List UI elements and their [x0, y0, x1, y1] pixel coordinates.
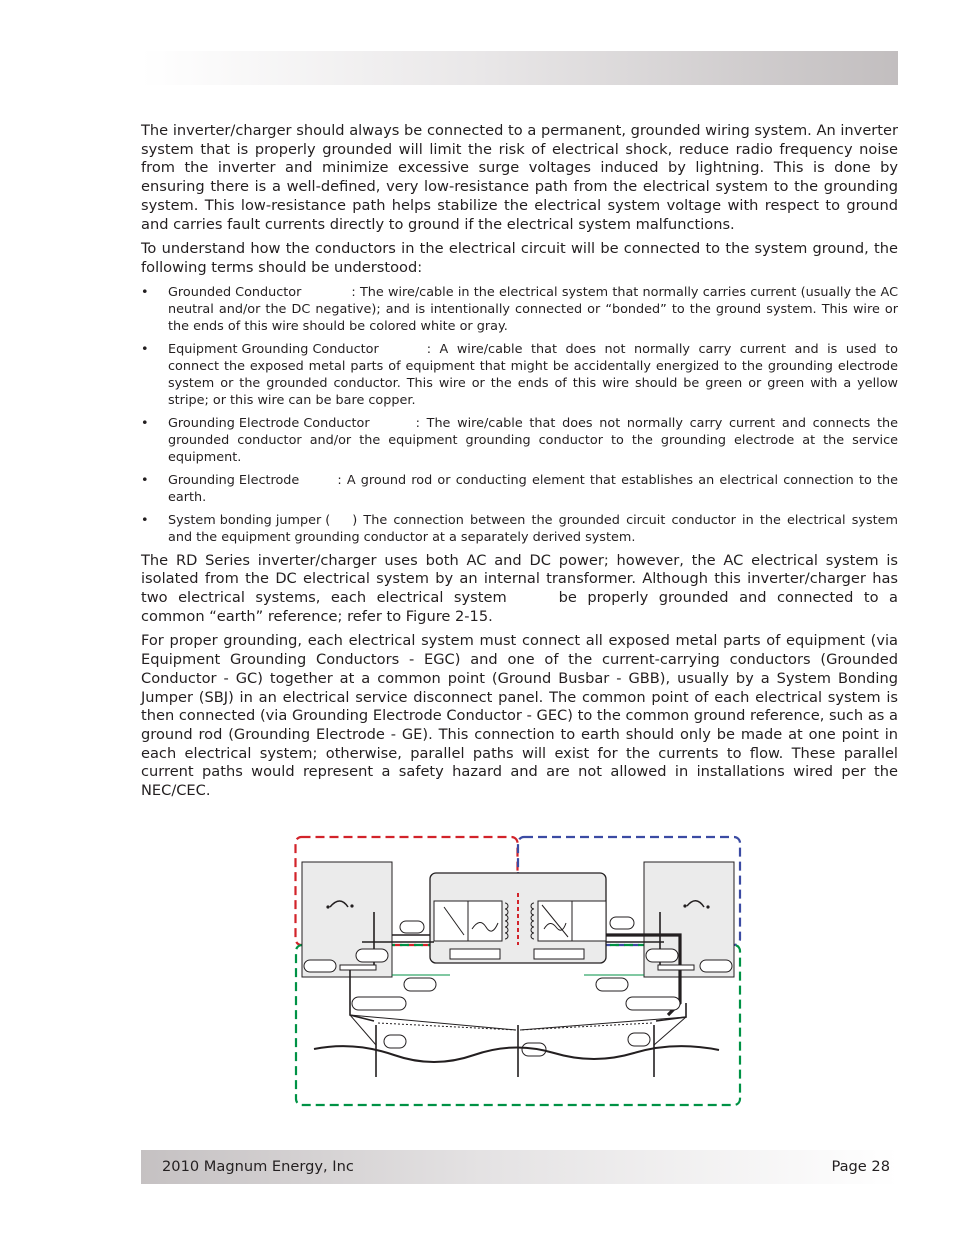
bullet-icon: •: [141, 284, 149, 300]
list-item: [141, 472, 898, 506]
footer-band: [141, 1150, 898, 1184]
term-label: Grounding Electrode Conductor: [168, 415, 370, 431]
bullet-icon: •: [141, 512, 149, 528]
grounding-diagram: [294, 835, 744, 1110]
term-label: Grounded Conductor: [168, 284, 302, 300]
bullet-icon: •: [141, 415, 149, 431]
list-item: [141, 512, 898, 546]
term-definition: : A ground rod or conducting element that establishes an electrical connection to the earth.: [168, 472, 898, 505]
list-item: [141, 284, 898, 335]
label-oval: [404, 978, 436, 991]
term-definition: : A wire/cable that does not normally carry current and is used to connect the exposed metal parts of equipment that might be accidentally energized to the grounding electrode system or the grounded conductor. This wire or the ends of this wire should be green or green with a yellow stripe; or this wire can be bare copper.: [168, 341, 898, 408]
paragraph-grounding-intro: The inverter/charger should always be connected to a permanent, grounded wiring system. An inverter system that is properly grounded will limit the risk of electrical shock, reduce radio frequency noise from the inverter and minimize excessive surge voltages induced by lightning. This is done by ensuring there is a well-defined, very low-resistance path from the electrical system to the grounding system. This low-resistance path helps stabilize the electrical system voltage with respect to ground and carries fault currents directly to ground if the electrical system malfunctions.: [141, 122, 898, 233]
term-label: System bonding jumper (: [168, 512, 331, 528]
paragraph-terms-intro: To understand how the conductors in the electrical circuit will be connected to the system ground, the following terms should be understood:: [141, 240, 898, 276]
inverter-ground-tab-left: [450, 949, 500, 959]
paragraph-two-systems-b: be properly grounded and connected to a common “earth” reference; refer to Figure 2-15.: [141, 589, 899, 625]
footer-page-number: Page 28: [831, 1158, 890, 1175]
inverter-ground-tab-right: [534, 949, 584, 959]
bullet-icon: •: [141, 472, 149, 488]
label-oval: [356, 949, 388, 962]
label-oval: [700, 960, 732, 972]
label-oval: [384, 1035, 406, 1048]
term-label: Equipment Grounding Conductor: [168, 341, 379, 357]
paragraph-proper-grounding: For proper grounding, each electrical system must connect all exposed metal parts of equipment (via Equipment Grounding Conductors - EGC) and one of the current-carrying conductors (Grounded Conductor - GC) together at a common point (Ground Busbar - GBB), usually by a System Bonding Jumper (SBJ) in an electrical service disconnect panel. The common point of each electrical system is then connected (via Grounding Electrode Conductor - GEC) to the common ground reference, such as a ground rod (Grounding Electrode - GE). This connection to earth should only be made at one point in each electrical system; otherwise, parallel paths will exist for the currents to flow. These parallel current paths would represent a safety hazard and are not allowed in installations wired per the NEC/CEC.: [141, 632, 898, 800]
page-content: [141, 122, 898, 807]
label-oval: [628, 1033, 650, 1046]
term-definition: ) The connection between the grounded circuit conductor in the electrical system and the equipment grounding conductor at a separately derived system.: [168, 512, 898, 545]
dc-ground-busbar: [658, 965, 694, 970]
paragraph-two-systems: [141, 552, 898, 627]
header-band: [141, 51, 898, 85]
term-definition: : The wire/cable in the electrical system that normally carries current (usually the AC neutral and/or the DC negative); and is intentionally connected or “bonded” to the ground system. This wire or the ends of this wire should be colored white or gray.: [168, 284, 898, 334]
term-definition: : The wire/cable that does not normally carry current and connects the grounded conductor and/or the equipment grounding conductor to the grounding electrode at the service equipment.: [168, 415, 898, 465]
bullet-icon: •: [141, 341, 149, 357]
earth-line: [314, 1046, 719, 1062]
list-item: [141, 415, 898, 466]
term-label: Grounding Electrode: [168, 472, 300, 488]
footer-copyright: 2010 Magnum Energy, Inc: [162, 1158, 354, 1175]
label-oval: [400, 921, 424, 933]
ac-ground-busbar: [340, 965, 376, 970]
list-item: [141, 341, 898, 409]
label-oval: [626, 997, 680, 1010]
label-oval: [596, 978, 628, 991]
terms-list: [141, 284, 898, 546]
label-oval: [304, 960, 336, 972]
label-oval: [610, 917, 634, 929]
label-oval: [646, 949, 678, 962]
label-oval: [352, 997, 406, 1010]
paragraph-two-systems-a: The RD Series inverter/charger uses both AC and DC power; however, the AC electrical system is isolated from the DC electrical system by an internal transformer. Although this inverter/charger has two electrical systems, each electrical system: [141, 551, 898, 607]
